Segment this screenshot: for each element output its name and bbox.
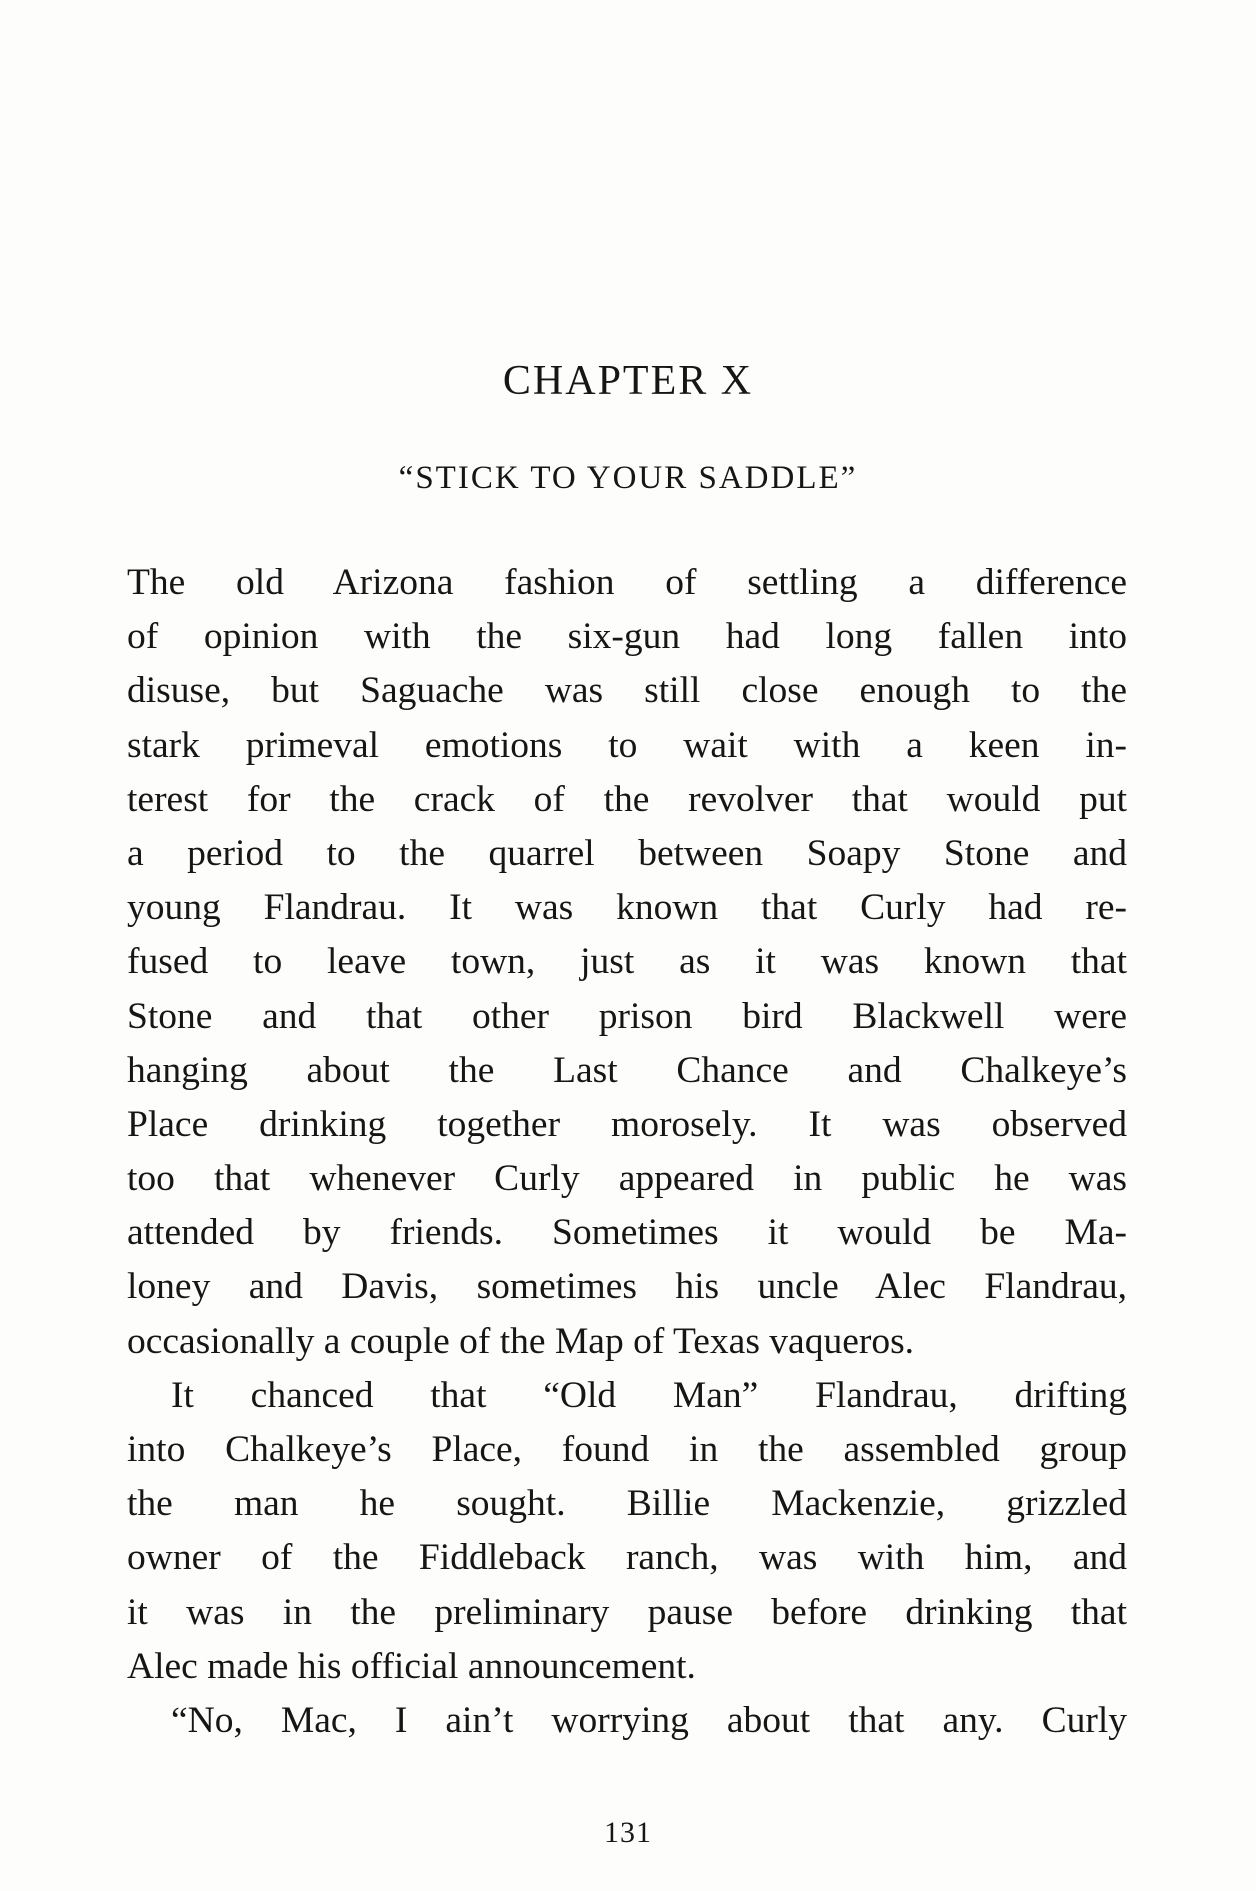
text-line: it was in the preliminary pause before drinking that — [127, 1591, 1127, 1633]
text-line: “No, Mac, I ain’t worrying about that any. Curly — [171, 1699, 1127, 1741]
text-line: hanging about the Last Chance and Chalkeye’s — [127, 1049, 1127, 1091]
text-line: too that whenever Curly appeared in public he was — [127, 1158, 1127, 1200]
body-text — [127, 556, 1127, 1748]
text-line: fused to leave town, just as it was known that — [127, 941, 1127, 983]
text-line: stark primeval emotions to wait with a keen in- — [127, 724, 1127, 766]
text-line: loney and Davis, sometimes his uncle Alec Flandrau, — [127, 1266, 1127, 1308]
text-line: attended by friends. Sometimes it would be Ma- — [127, 1212, 1127, 1254]
text-line: Alec made his official announcement. — [127, 1645, 696, 1687]
text-line: disuse, but Saguache was still close enough to the — [127, 670, 1127, 712]
text-line: It chanced that “Old Man” Flandrau, drifting — [171, 1374, 1127, 1416]
chapter-heading: CHAPTER X — [502, 358, 754, 404]
page-number: 131 — [604, 1816, 652, 1849]
text-line: a period to the quarrel between Soapy Stone and — [127, 832, 1127, 874]
text-line: terest for the crack of the revolver that would put — [127, 778, 1127, 820]
text-line: occasionally a couple of the Map of Texas vaqueros. — [127, 1320, 915, 1362]
text-line: Stone and that other prison bird Blackwell were — [127, 995, 1127, 1037]
text-line: The old Arizona fashion of settling a difference — [127, 562, 1127, 603]
text-line: young Flandrau. It was known that Curly had re- — [127, 887, 1127, 929]
chapter-title: “STICK TO YOUR SADDLE” — [398, 460, 858, 496]
text-line: owner of the Fiddleback ranch, was with him, and — [127, 1537, 1127, 1579]
text-line: into Chalkeye’s Place, found in the assembled group — [127, 1429, 1127, 1470]
text-line: the man he sought. Billie Mackenzie, grizzled — [127, 1483, 1127, 1525]
text-line: of opinion with the six-gun had long fallen into — [127, 616, 1127, 658]
text-line: Place drinking together morosely. It was observed — [127, 1103, 1127, 1145]
